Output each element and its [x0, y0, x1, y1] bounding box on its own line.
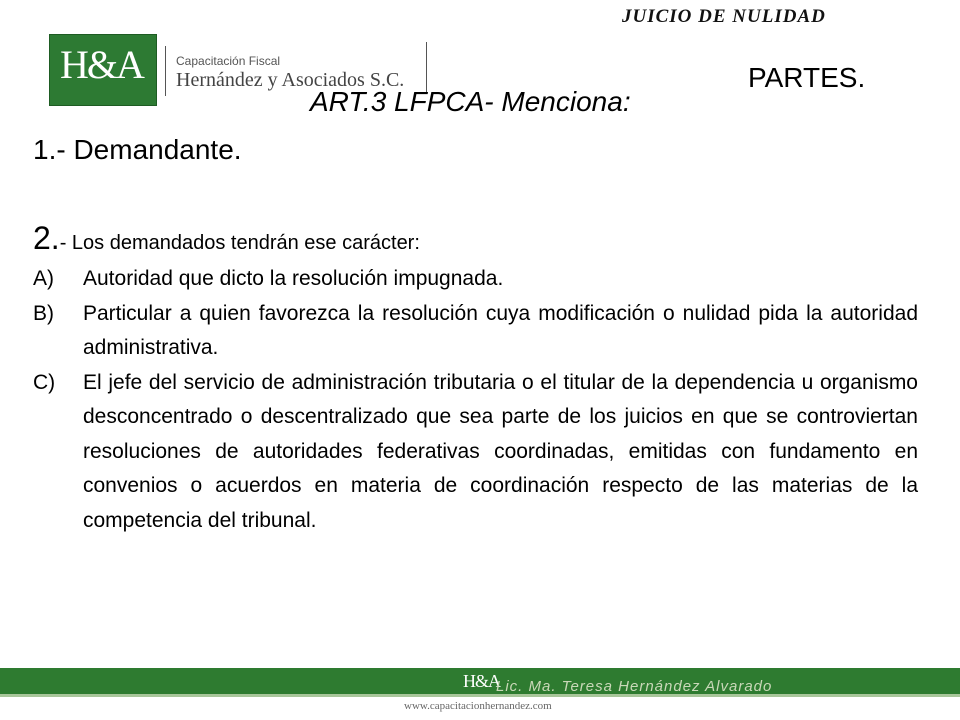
section-title: PARTES. [748, 62, 866, 93]
logo-divider-right [426, 42, 427, 92]
item-text: - Los demandados tendrán ese carácter: [59, 232, 420, 254]
company-subtitle: Capacitación Fiscal [176, 54, 281, 68]
footer-logo: H&A [463, 671, 500, 691]
footer-divider [0, 694, 960, 697]
list-item [33, 262, 918, 297]
list-text: Particular a quien favorezca la resolución cuya modificación o nulidad pida la autoridad administrativa. [83, 301, 918, 359]
list-text: Autoridad que dicto la resolución impugnada. [83, 267, 504, 290]
item-number: 2. [33, 220, 60, 256]
footer-author: Lic. Ma. Teresa Hernández Alvarado [496, 678, 773, 695]
document-title: JUICIO DE NULIDAD [622, 6, 826, 27]
list-marker: A) [33, 267, 54, 290]
logo-letters: H&A [60, 42, 143, 87]
logo-divider [165, 46, 166, 96]
footer-url: www.capacitacionhernandez.com [404, 700, 552, 712]
article-heading: ART.3 LFPCA- Menciona: [310, 86, 631, 117]
item-demandados [33, 220, 420, 257]
company-name: Hernández y Asociados S.C. [176, 69, 405, 91]
company-logo [49, 34, 157, 106]
list-text: El jefe del servicio de administración tributaria o el titular de la dependencia u organismo desconcentrado o descentralizado que sea parte de los juicios en que se controviertan resoluciones de autoridades federativas coordinadas, emitidas con fundamento en convenios o acuerdos en materia de coordinación respecto de las materias de la competencia del tribunal. [83, 370, 918, 532]
list-marker: C) [33, 370, 56, 394]
list-marker: B) [33, 301, 54, 325]
item-demandante: 1.- Demandante. [33, 134, 242, 165]
demandados-list [33, 262, 918, 538]
list-item [33, 366, 918, 539]
list-item [33, 297, 918, 366]
